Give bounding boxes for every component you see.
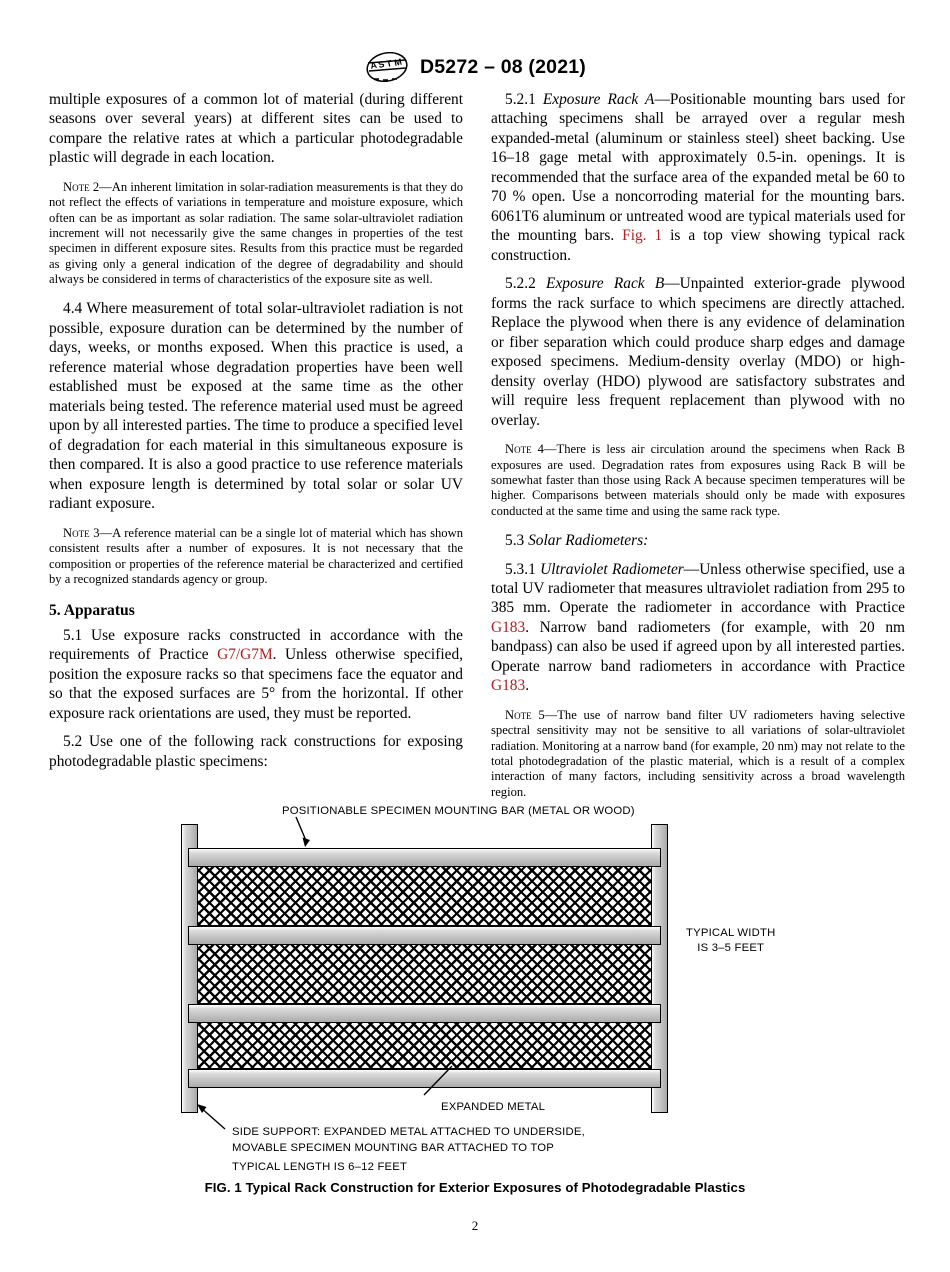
figure-label-typical-width-line2: IS 3–5 FEET	[697, 942, 765, 955]
paragraph-5-2-1-part-a: —Positionable mounting bars used for attaching specimens shall be arrayed over a regular mesh expanded-metal (aluminum or stainless steel) sheet backing. Use 16–18 gage metal with approximately 0.5-in. openings. It is recommended that the surface area of the expanded metal be 60 to 70 % open. Use a noncorroding material for the mounting bars. 6061T6 aluminum or untreated wood are typical materials used for the mounting bars.	[491, 91, 905, 245]
heading-5-3	[491, 531, 905, 550]
expanded-metal-panel-1	[197, 866, 652, 926]
figure-label-side-support-line2: MOVABLE SPECIMEN MOUNTING BAR ATTACHED TO TOP	[232, 1142, 555, 1155]
note-4-text: —There is less air circulation around the specimens when Rack B exposures are used. Degradation rates from exposures using Rack B will be somewhat faster than those using Rack A because specimen temperatures will be higher. Comparisons between materials should only be made with exposures conducted at the same time and using the same rack type.	[491, 442, 905, 518]
body-columns	[49, 90, 906, 799]
note-2-text: —An inherent limitation in solar-radiation measurements is that they do not reflect the effects of variations in temperature and moisture exposure, which often can be as important as solar radiation. The same solar-ultraviolet radiation increment will not necessarily give the same changes in properties of the test specimen in different exposure sites. Results from this practice must be regarded as giving only a general indication of the degree of degradability and should always be considered in terms of characteristics of the exposure site as well.	[49, 179, 463, 287]
figure-label-expanded-metal: EXPANDED METAL	[441, 1101, 546, 1113]
paragraph-5-1-part-b: . Unless otherwise specified, position the exposure racks so that specimens face the equator and so that the exposed surfaces are 5° from the horizontal. If other exposure rack orientations are used, they must be reported.	[49, 646, 463, 722]
xref-g7-g7m[interactable]: G7/G7M	[217, 646, 273, 664]
svg-text:S: S	[377, 58, 386, 70]
paragraph-4-3-continued: multiple exposures of a common lot of material (during different seasons over several years) at different sites can be used to compare the relative rates at which a particular photodegradable plastic will degrade in each location.	[49, 91, 463, 167]
paragraph-5-2-2-number: 5.2.2	[505, 275, 547, 293]
figure-label-side-support-line1: SIDE SUPPORT: EXPANDED METAL ATTACHED TO UNDERSIDE,	[232, 1126, 585, 1138]
paragraph-5-3-1-part-a: —Unless otherwise specified, use a total UV radiometer that measures ultraviolet radiation from 295 to 385 mm. Operate the radiometer in accordance with Practice	[491, 560, 905, 617]
paragraph-4-4: 4.4 Where measurement of total solar-ultraviolet radiation is not possible, exposure duration can be determined by the number of days, weeks, or months exposed. When this practice is used, a reference material whose degradation properties have been well established must be exposed at the same time as the other materials being tested. The reference material used must be agreed upon by all interested parties. The time to produce a specified level of degradation for each material in this simultaneous exposure is then compared. It is also a good practice to use reference materials when exposure length is determined by total solar or solar UV radiant exposure.	[49, 300, 463, 513]
heading-5-3-title: Solar Radiometers:	[528, 532, 649, 550]
paragraph-5-2-1-part-b: is a top view showing typical rack construction.	[491, 227, 906, 264]
note-2-label: Note 2	[63, 179, 100, 194]
note-3-label: Note 3	[63, 525, 100, 540]
paragraph-5-1-part-a: 5.1 Use exposure racks constructed in accordance with the requirements of Practice	[49, 626, 463, 664]
section-heading-5: 5. Apparatus	[49, 602, 135, 620]
figure-label-typical-width	[686, 926, 775, 957]
note-5-text: —The use of narrow band filter UV radiometers having selective spectral sensitivity may not be sensitive to all variations of solar-ultraviolet radiation. Monitoring at a narrow band (for example, 20 nm) may not relate to the total photodegradation of the plastic material, which is a result of a complex interaction of many factors, including sensitivity across a broad wavelength region.	[491, 707, 905, 799]
paragraph-5-2-1-number: 5.2.1	[505, 91, 543, 108]
figure-label-mounting-bar: POSITIONABLE SPECIMEN MOUNTING BAR (METAL OR WOOD)	[282, 805, 635, 817]
figure-label-typical-length: TYPICAL LENGTH IS 6–12 FEET	[232, 1161, 408, 1173]
mounting-bar-4	[188, 1069, 661, 1088]
paragraph-5-1	[49, 626, 463, 723]
mounting-bar-2	[188, 926, 661, 945]
note-3-text: —A reference material can be a single lot of material which has shown consistent results after a number of exposures. It is not necessary that the composition or properties of the reference material be characterized and certified by a recognized standards agency or group.	[49, 525, 463, 586]
astm-logo-icon	[364, 52, 410, 82]
figure-label-typical-width-line1: TYPICAL WIDTH	[686, 927, 776, 939]
paragraph-5-3-1-number: 5.3.1	[505, 560, 541, 578]
paragraph-5-2-2-text: —Unpainted exterior-grade plywood forms the rack surface to which specimens are directly attached. Replace the plywood when there is any evidence of delamination or fiber separation which could produce sharp edges and damage exposed specimens. Medium-density overlay (MDO) or high-density overlay (HDO) plywood are satisfactory substrates and will require less frequent replacement than plywood with no overlay.	[491, 275, 905, 429]
xref-g183-first[interactable]: G183	[491, 618, 526, 636]
page-header	[0, 52, 950, 82]
figure-label-side-support	[232, 1124, 585, 1156]
note-4	[491, 442, 905, 519]
right-column	[491, 90, 905, 812]
note-3	[49, 526, 463, 587]
paragraph-5-2-1-title: Exposure Rack A	[542, 91, 655, 108]
page-number: 2	[471, 1218, 479, 1233]
paragraph-5-3-1-part-c: .	[525, 677, 530, 695]
paragraph-5-3-1-part-b: . Narrow band radiometers (for example, with 20 nm bandpass) can also be used if agreed upon by all interested parties. Operate narrow band radiometers in accordance with Practice	[491, 618, 905, 675]
paragraph-5-2-2	[491, 274, 905, 430]
paragraph-5-2-2-title: Exposure Rack B	[546, 275, 665, 293]
mounting-bar-1	[188, 848, 661, 867]
xref-g183-second[interactable]: G183	[491, 677, 526, 695]
expanded-metal-panel-3	[197, 1022, 652, 1069]
paragraph-5-2-1	[491, 90, 905, 265]
standard-designation: D5272 – 08 (2021)	[419, 55, 587, 78]
figure-1-caption: FIG. 1 Typical Rack Construction for Exterior Exposures of Photodegradable Plastics	[204, 1180, 746, 1195]
heading-5-3-number: 5.3	[505, 532, 529, 550]
note-5-label: Note 5	[505, 707, 545, 722]
svg-text:T: T	[385, 58, 393, 69]
paragraph-5-3-1	[491, 560, 905, 696]
paragraph-5-2: 5.2 Use one of the following rack constructions for exposing photodegradable plastic specimens:	[49, 733, 463, 770]
note-5	[491, 708, 905, 800]
expanded-metal-panel-2	[197, 944, 652, 1004]
xref-fig-1[interactable]: Fig. 1	[622, 227, 663, 245]
figure-1	[0, 795, 950, 1215]
paragraph-5-3-1-title: Ultraviolet Radiometer	[540, 560, 684, 578]
note-2	[49, 180, 463, 288]
svg-text:A: A	[369, 59, 378, 71]
mounting-bar-3	[188, 1004, 661, 1023]
note-4-label: Note 4	[505, 442, 544, 457]
left-column	[49, 90, 463, 773]
svg-text:M: M	[393, 56, 403, 68]
rack-diagram	[181, 824, 668, 1113]
